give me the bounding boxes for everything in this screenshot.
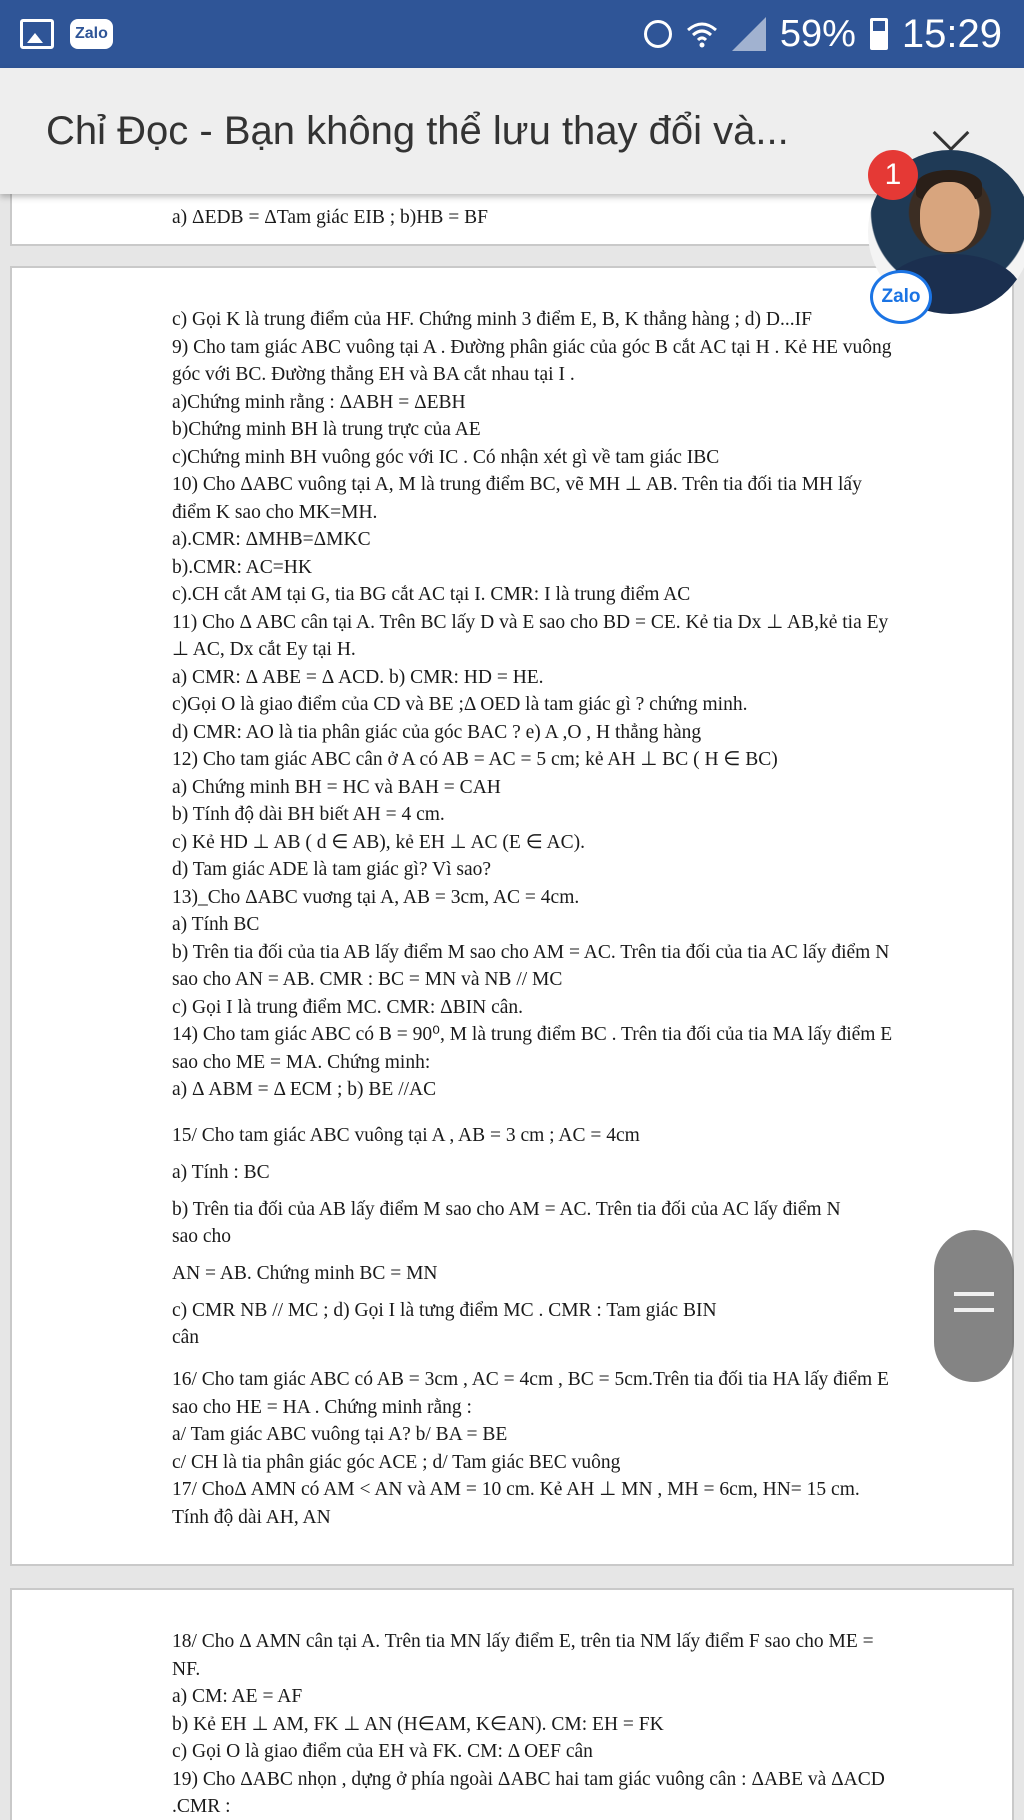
text-line: a) CMR: Δ ABE = Δ ACD. b) CMR: HD = HE. [172, 666, 544, 688]
notification-badge: 1 [868, 150, 918, 200]
text-line: góc với BC. Đường thẳng EH và BA cắt nhau tại I . [172, 364, 575, 385]
text-line: 15/ Cho tam giác ABC vuông tại A , AB = 3 cm ; AC = 4cm [172, 1125, 640, 1146]
text-line: 12) Cho tam giác ABC cân ở A có AB = AC = 5 cm; kẻ AH ⊥ BC ( H ∈ BC) [172, 749, 778, 770]
scroll-handle[interactable] [934, 1230, 1014, 1382]
text-line: c/ CH là tia phân giác góc ACE ; d/ Tam giác BEC vuông [172, 1451, 621, 1473]
text-line: NF. [172, 1658, 201, 1680]
text-line: .CMR : [172, 1796, 231, 1817]
chevron-down-icon[interactable] [933, 115, 970, 152]
text-line: 17/ ChoΔ AMN có AM < AN và AM = 10 cm. Kẻ AH ⊥ MN , MH = 6cm, HN= 15 cm. [172, 1479, 860, 1500]
text-line: sao cho HE = HA . Chứng minh rằng : [172, 1396, 472, 1418]
text-line: AN = AB. Chứng minh BC = MN [172, 1263, 438, 1284]
wifi-icon [686, 20, 718, 48]
text-line: c) Kẻ HD ⊥ AB ( d ∈ AB), kẻ EH ⊥ AC (E ∈ AC). [172, 831, 585, 853]
text-line: sao cho AN = AB. CMR : BC = MN và NB // MC [172, 969, 563, 990]
document-page-3 [10, 1588, 1014, 1820]
text-line: 11) Cho Δ ABC cân tại A. Trên BC lấy D và E sao cho BD = CE. Kẻ tia Dx ⊥ AB,kẻ tia Ey [172, 611, 889, 633]
text-line: c)Gọi O là giao điểm của CD và BE ;Δ OED là tam giác gì ? chứng minh. [172, 694, 748, 715]
alarm-icon [644, 20, 672, 48]
text-line: c) CMR NB // MC ; d) Gọi I là tưng điểm MC . CMR : Tam giác BIN [172, 1300, 717, 1321]
text-line: 19) Cho ΔABC nhọn , dựng ở phía ngoài ΔABC hai tam giác vuông cân : ΔABE và ΔACD [172, 1768, 885, 1790]
text-line: 9) Cho tam giác ABC vuông tại A . Đường phân giác của góc B cắt AC tại H . Kẻ HE vuông [172, 336, 892, 358]
text-line: a) ΔEDB = ΔTam giác EIB ; b)HB = BF [172, 207, 488, 228]
text-line: sao cho ME = MA. Chứng minh: [172, 1051, 431, 1073]
text-line: Tính độ dài AH, AN [172, 1506, 331, 1528]
text-line: a) Tính : BC [172, 1162, 270, 1183]
gallery-icon [20, 19, 54, 49]
text-line: 16/ Cho tam giác ABC có AB = 3cm , AC = 4cm , BC = 5cm.Trên tia đối tia HA lấy điểm E [172, 1369, 889, 1390]
document-page-2 [10, 266, 1014, 1566]
text-line: a/ Tam giác ABC vuông tại A? b/ BA = BE [172, 1424, 508, 1445]
zalo-chat-head-icon: Zalo [870, 270, 932, 324]
text-line: c) Gọi O là giao điểm của EH và FK. CM: Δ OEF cân [172, 1741, 593, 1762]
text-line: d) Tam giác ADE là tam giác gì? Vì sao? [172, 859, 492, 880]
text-line: cân [172, 1327, 200, 1348]
text-line: c) Gọi K là trung điểm của HF. Chứng minh 3 điểm E, B, K thẳng hàng ; d) D...IF [172, 309, 812, 330]
text-line: điểm K sao cho MK=MH. [172, 501, 378, 523]
text-line: c)Chứng minh BH vuông góc với IC . Có nhận xét gì về tam giác IBC [172, 446, 720, 468]
text-line: b) Kẻ EH ⊥ AM, FK ⊥ AN (H∈AM, K∈AN). CM: EH = FK [172, 1713, 664, 1735]
text-line: a) Chứng minh BH = HC và BAH = CAH [172, 776, 501, 798]
text-line: b)Chứng minh BH là trung trực của AE [172, 419, 481, 440]
text-line: a) Tính BC [172, 914, 260, 935]
text-line: 14) Cho tam giác ABC có B = 90⁰, M là trung điểm BC . Trên tia đối của tia MA lấy điểm E [172, 1024, 893, 1045]
battery-icon [870, 18, 888, 50]
text-line: ⊥ AC, Dx cắt Ey tại H. [172, 639, 356, 660]
avatar-face [920, 182, 978, 252]
text-line: a) Δ ABM = Δ ECM ; b) BE //AC [172, 1079, 437, 1100]
text-line: a).CMR: ΔMHB=ΔMKC [172, 529, 371, 550]
text-line: b) Trên tia đối của tia AB lấy điểm M sao cho AM = AC. Trên tia đối của tia AC lấy điểm N [172, 941, 890, 963]
clock-time: 15:29 [901, 11, 1002, 56]
text-line: a)Chứng minh rằng : ΔABH = ΔEBH [172, 391, 466, 413]
text-line: 13)_Cho ΔABC vuơng tại A, AB = 3cm, AC = 4cm. [172, 886, 580, 908]
status-bar [0, 0, 1024, 68]
text-line: b).CMR: AC=HK [172, 556, 312, 578]
signal-icon [732, 17, 766, 51]
text-line: c) Gọi I là trung điểm MC. CMR: ΔBIN cân. [172, 996, 524, 1018]
document-title: Chỉ Đọc - Bạn không thể lưu thay đổi và... [46, 108, 789, 153]
text-line: b) Tính độ dài BH biết AH = 4 cm. [172, 804, 445, 825]
text-line: c).CH cắt AM tại G, tia BG cắt AC tại I. CMR: I là trung điểm AC [172, 584, 691, 605]
text-line: 18/ Cho Δ AMN cân tại A. Trên tia MN lấy điểm E, trên tia NM lấy điểm F sao cho ME = [172, 1631, 874, 1652]
text-line: sao cho [172, 1226, 232, 1247]
battery-percent: 59% [779, 12, 856, 55]
text-line: b) Trên tia đối của AB lấy điểm M sao cho AM = AC. Trên tia đối của AC lấy điểm N [172, 1199, 841, 1220]
zalo-icon: Zalo [70, 19, 113, 49]
text-line: d) CMR: AO là tia phân giác của góc BAC ? e) A ,O , H thẳng hàng [172, 721, 702, 743]
text-line: 10) Cho ΔABC vuông tại A, M là trung điểm BC, vẽ MH ⊥ AB. Trên tia đối tia MH lấy [172, 474, 862, 495]
text-line: a) CM: AE = AF [172, 1686, 303, 1707]
